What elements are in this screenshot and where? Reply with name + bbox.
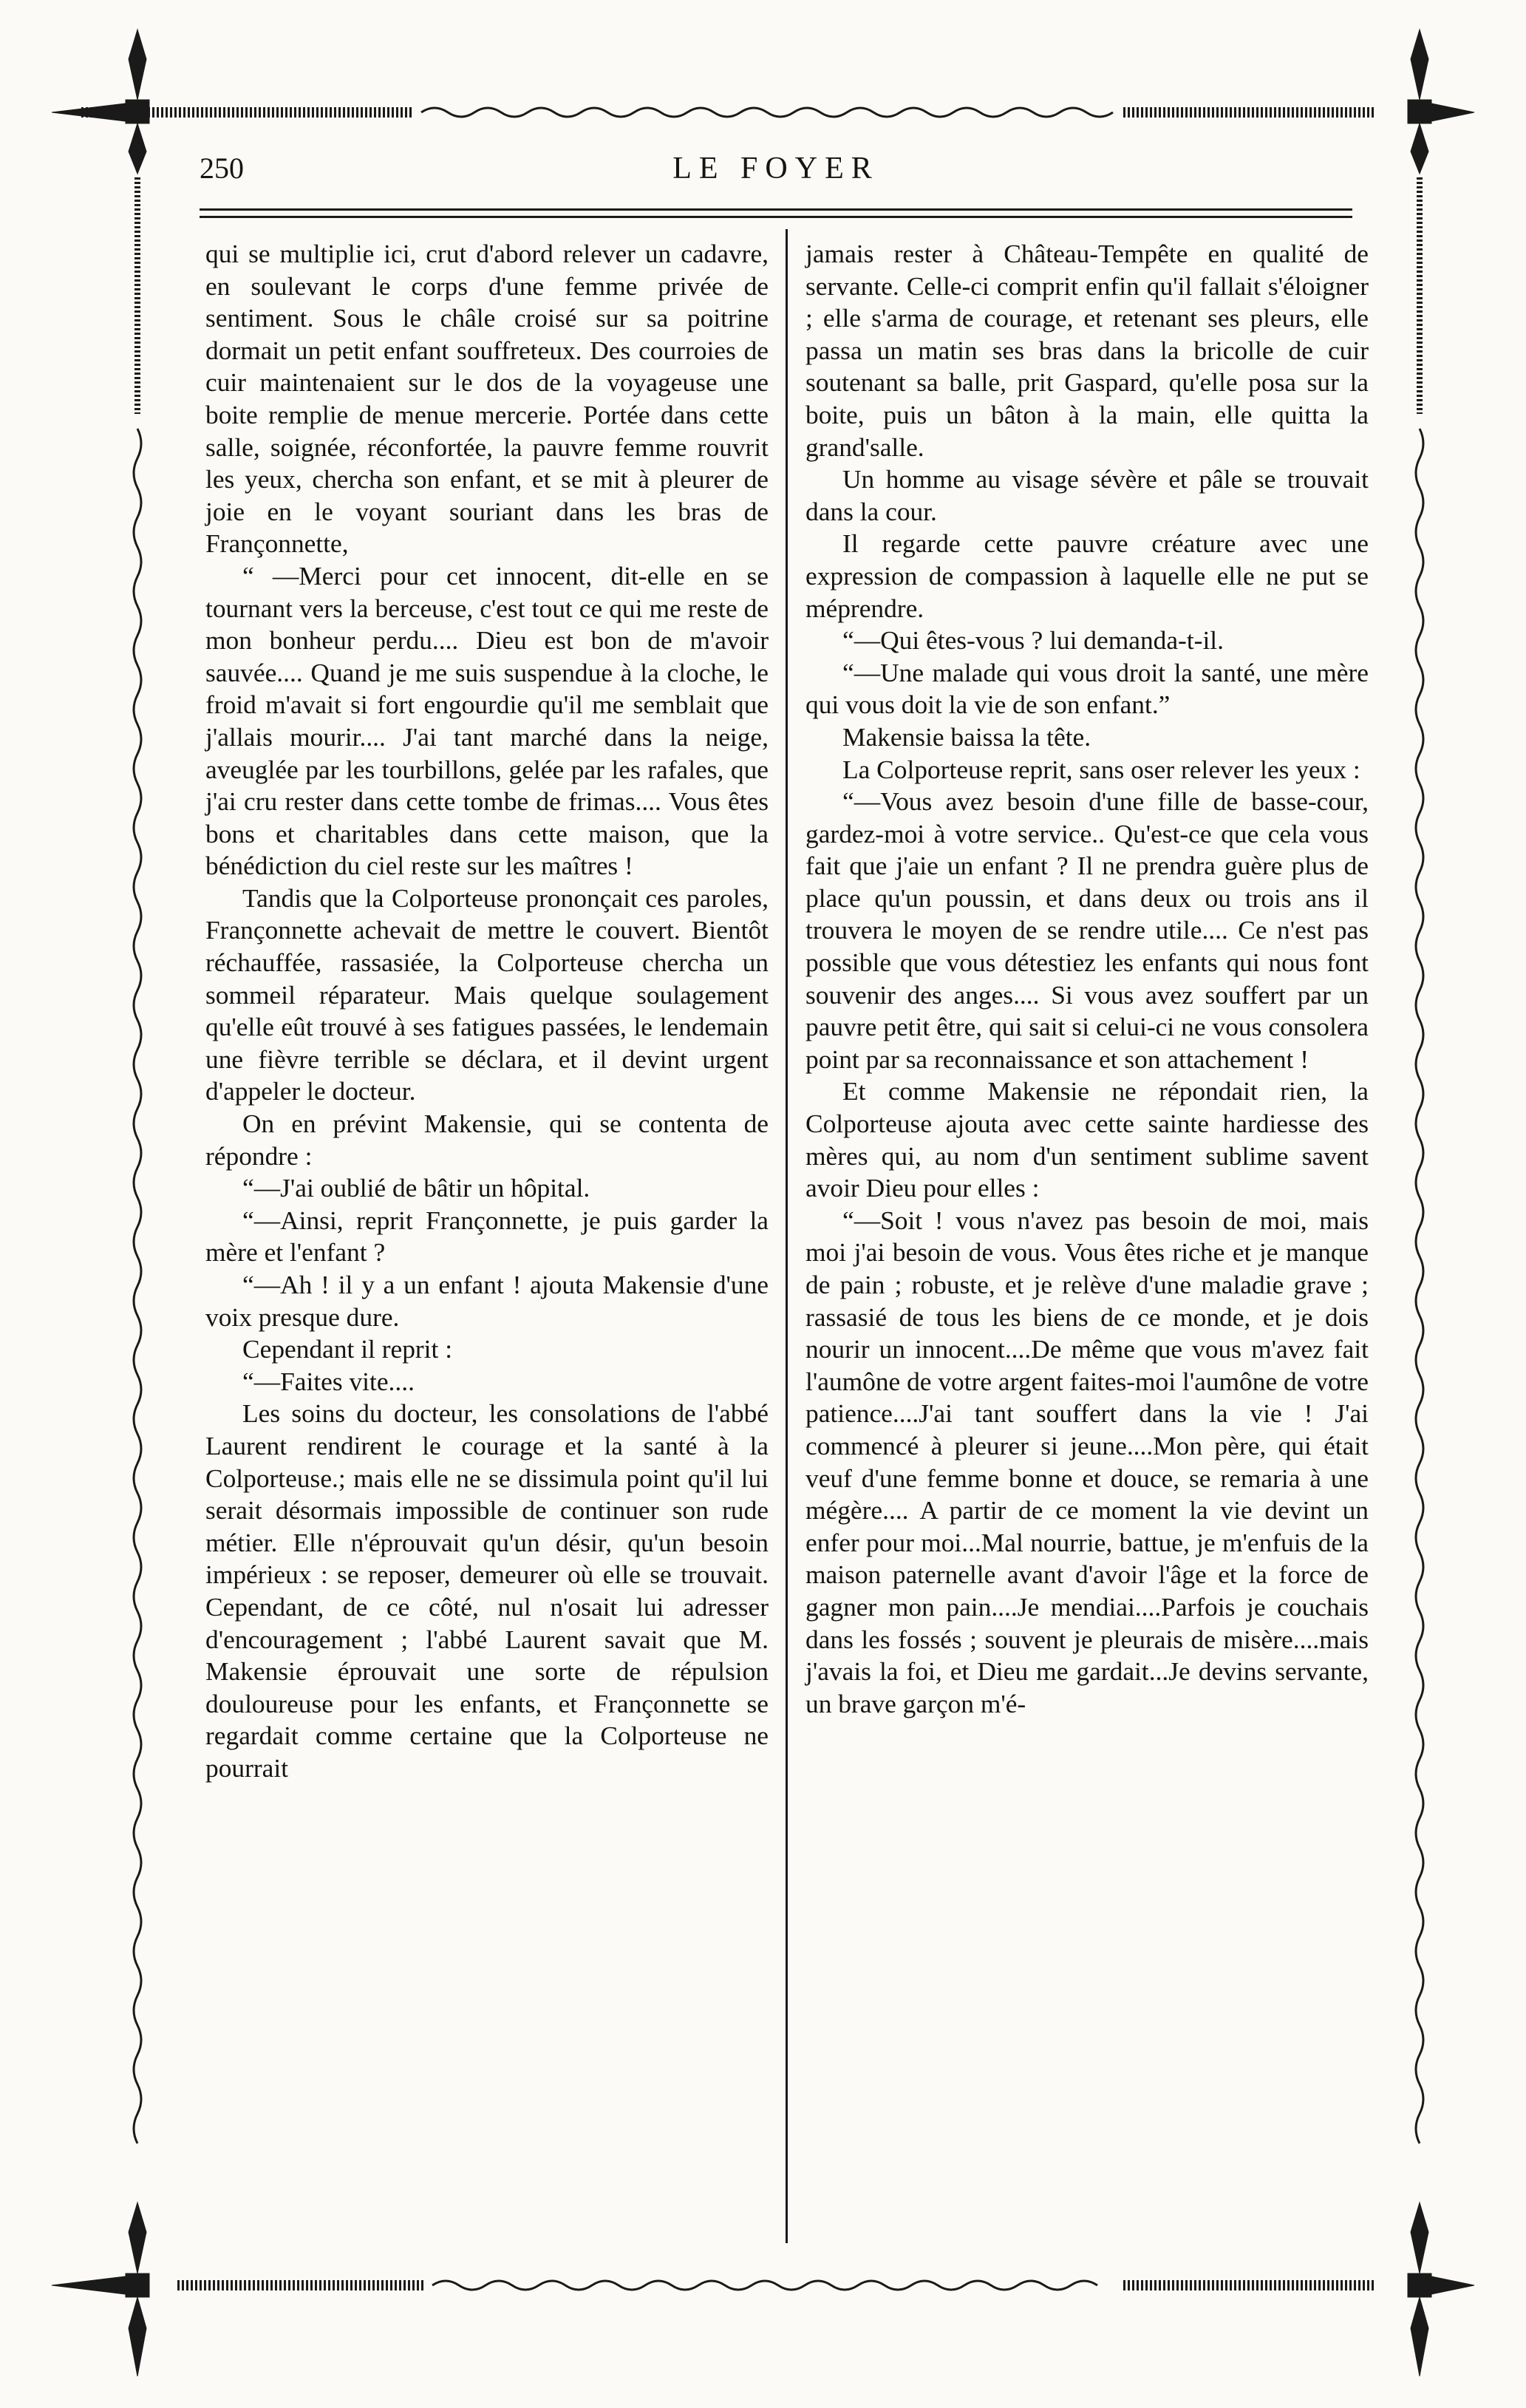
header-rule-top	[200, 208, 1352, 211]
paragraph: “—J'ai oublié de bâtir un hôpital.	[242, 1173, 590, 1203]
text-column-left	[205, 238, 769, 1785]
paragraph: Les soins du docteur, les consolations de l'abbé Laurent rendirent le courage et la santé à la Colporteuse.; mais elle ne se dissimula point qu'il lui serait désormais impossible de continuer son rude métier. Elle n'éprouvait qu'un désir, qu'un besoin impérieux : se reposer, demeurer où elle se trouvait. Cependant, de ce côté, nul n'osait lui adresser d'encouragement ; l'abbé Laurent savait que M. Makensie éprouvait une sorte de répulsion douloureuse pour les enfants, et Françonnette se regardait comme certaine que la Colporteuse ne pourrait	[205, 1398, 769, 1783]
paragraph: “ —Merci pour cet innocent, dit-elle en se tournant vers la berceuse, c'est tout ce qui me reste de mon bonheur perdu.... Dieu est bon de m'avoir sauvée.... Quand je me suis suspendue à la cloche, le froid m'avait si fort engourdie qu'il me semblait que j'allais mourir.... J'ai tant marché dans la neige, aveuglée par les tourbillons, gelée par les rafales, que j'ai cru rester dans cette tombe de frimas.... Vous êtes bons et charitables dans cette maison, que la bénédiction du ciel reste sur les maîtres !	[205, 560, 769, 881]
paragraph: jamais rester à Château-Tempête en qualité de servante. Celle-ci comprit enfin qu'il fallait s'éloigner ; elle s'arma de courage, et retenant ses pleurs, elle passa un matin ses bras dans la bricolle de cuir soutenant sa balle, prit Gaspard, qu'elle posa sur la boite, puis un bâton à la main, elle quitta la grand'salle.	[805, 239, 1369, 462]
page-header	[200, 148, 1352, 200]
paragraph: “—Qui êtes-vous ? lui demanda-t-il.	[842, 625, 1224, 656]
paragraph: qui se multiplie ici, crut d'abord relever un cadavre, en soulevant le corps d'une femme privée de sentiment. Sous le châle croisé sur sa poitrine dormait un petit enfant souffreteux. Des courroies de cuir maintenaient sur le dos de la voyageuse une boite remplie de menue mercerie. Portée dans cette salle, soignée, réconfortée, la pauvre femme rouvrit les yeux, chercha son enfant, et se mit à pleurer de joie en le voyant souriant dans les bras de Françonnette,	[205, 239, 769, 559]
paragraph: Et comme Makensie ne répondait rien, la Colporteuse ajouta avec cette sainte hardiesse des mères qui, au nom d'un sentiment sublime savent avoir Dieu pour elles :	[805, 1076, 1369, 1203]
paragraph: Makensie baissa la tête.	[842, 721, 1091, 752]
header-rule-bottom	[200, 216, 1352, 218]
running-title: LE FOYER	[672, 152, 879, 186]
text-column-right	[805, 238, 1369, 1720]
paragraph: “—Vous avez besoin d'une fille de basse-cour, gardez-moi à votre service.. Qu'est-ce que cela vous fait que j'aie un enfant ? Il ne prendra guère plus de place qu'un poussin, et dans deux ou trois ans il trouvera le moyen de se rendre utile.... Ce n'est pas possible que vous détestiez les enfants qui nous font souvenir des anges.... Si vous avez souffert par un pauvre petit être, qui sait si celui-ci ne vous consolera point par sa reconnaissance et son attachement !	[805, 786, 1369, 1074]
paragraph: “—Faites vite....	[242, 1366, 415, 1396]
paragraph: “—Une malade qui vous droit la santé, une mère qui vous doit la vie de son enfant.”	[805, 657, 1369, 720]
column-divider	[786, 229, 788, 2243]
paragraph: “—Ainsi, reprit Françonnette, je puis garder la mère et l'enfant ?	[205, 1205, 769, 1268]
paragraph: Il regarde cette pauvre créature avec une expression de compassion à laquelle elle ne put se méprendre.	[805, 528, 1369, 623]
paragraph: La Colporteuse reprit, sans oser relever les yeux :	[842, 754, 1360, 784]
paragraph: On en prévint Makensie, qui se contenta de répondre :	[205, 1109, 769, 1171]
page-number: 250	[200, 152, 244, 185]
paragraph: Tandis que la Colporteuse prononçait ces paroles, Françonnette achevait de mettre le couvert. Bientôt réchauffée, rassasiée, la Colporteuse chercha un sommeil réparateur. Mais quelque soulagement qu'elle eût trouvé à ses fatigues passées, le lendemain une fièvre terrible se déclara, et il devint urgent d'appeler le docteur.	[205, 882, 769, 1106]
bottom-ornament	[52, 2203, 1474, 2376]
paragraph: “—Soit ! vous n'avez pas besoin de moi, mais moi j'ai besoin de vous. Vous êtes riche et je manque de pain ; robuste, et je relève d'une maladie grave ; rassasié de tous les biens de ce monde, et je dois nourir un innocent....De même que vous m'avez fait l'aumône de votre argent faites-moi l'aumône de votre patience....J'ai tant souffert dans la vie ! J'ai commencé à pleurer si jeune....Mon père, qui était veuf d'une femme bonne et douce, se remaria à une mégère.... A partir de ce moment la vie devint un enfer pour moi...Mal nourrie, battue, je m'enfuis de la maison paternelle avant d'avoir l'âge et la force de gagner mon pain....Je mendiai....Parfois je couchais dans les fossés ; souvent je pleurais de misère....mais j'avais la foi, et Dieu me gardait...Je devins servante, un brave garçon m'é-	[805, 1205, 1369, 1718]
paragraph: Un homme au visage sévère et pâle se trouvait dans la cour.	[805, 464, 1369, 526]
paragraph: “—Ah ! il y a un enfant ! ajouta Makensie d'une voix presque dure.	[205, 1270, 769, 1332]
paragraph: Cependant il reprit :	[242, 1334, 453, 1364]
